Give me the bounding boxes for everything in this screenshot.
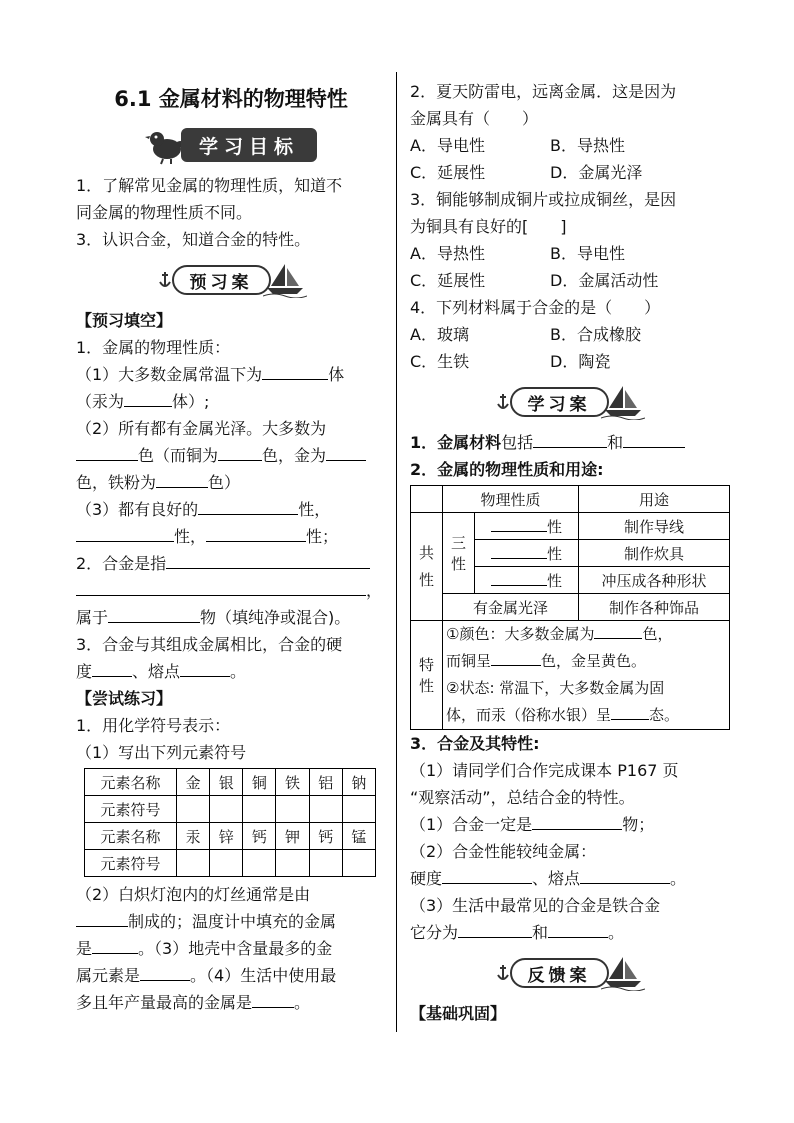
table-cell: 性 bbox=[475, 567, 579, 594]
answer-blank[interactable] bbox=[262, 363, 328, 380]
answer-cell[interactable] bbox=[276, 796, 309, 823]
answer-blank[interactable] bbox=[491, 649, 541, 666]
answer-blank[interactable] bbox=[326, 444, 366, 461]
option-d[interactable]: D．陶瓷 bbox=[550, 352, 611, 371]
practice-heading: 【尝试练习】 bbox=[76, 689, 173, 708]
answer-cell[interactable] bbox=[342, 850, 375, 877]
answer-blank[interactable] bbox=[206, 525, 306, 542]
study-s3: 3．合金及其特性: bbox=[410, 734, 540, 753]
preview-q3b: 度 、熔点 。 bbox=[76, 662, 247, 681]
answer-blank[interactable] bbox=[76, 444, 138, 461]
answer-blank[interactable] bbox=[491, 569, 547, 586]
answer-cell[interactable] bbox=[210, 796, 243, 823]
table-cell: 锰 bbox=[342, 823, 375, 850]
option-a[interactable]: A．玻璃 bbox=[410, 325, 469, 344]
table-row bbox=[85, 850, 376, 877]
table-row bbox=[411, 594, 730, 621]
answer-blank[interactable] bbox=[533, 431, 607, 448]
answer-blank[interactable] bbox=[124, 390, 172, 407]
element-table bbox=[84, 768, 376, 877]
question-2: 2．夏天防雷电，远离金属．这是因为 bbox=[410, 82, 677, 101]
answer-cell[interactable] bbox=[309, 850, 342, 877]
anchor-icon bbox=[494, 963, 512, 983]
answer-blank[interactable] bbox=[580, 867, 670, 884]
preview-q1-1b: （汞为 体）; bbox=[76, 392, 210, 411]
question-3b: 为铜具有良好的[ ] bbox=[410, 217, 567, 236]
feedback-heading: 【基础巩固】 bbox=[410, 1004, 507, 1023]
practice-q1: 1．用化学符号表示： bbox=[76, 716, 231, 735]
option-a[interactable]: A．导热性 bbox=[410, 244, 485, 263]
table-cell: 制作炊具 bbox=[579, 540, 730, 567]
study-s3-2: （1）合金一定是 物； bbox=[410, 815, 655, 834]
study-s3-1b: “观察活动”，总结合金的特性。 bbox=[410, 788, 635, 807]
study-s2: 2．金属的物理性质和用途: bbox=[410, 460, 604, 479]
table-row bbox=[411, 513, 730, 540]
option-d[interactable]: D．金属光泽 bbox=[550, 163, 643, 182]
feedback-badge: 反馈案 bbox=[510, 958, 609, 988]
answer-blank[interactable] bbox=[218, 444, 262, 461]
preview-banner bbox=[76, 257, 386, 303]
answer-cell[interactable] bbox=[243, 796, 276, 823]
preview-q3: 3．合金与其组成金属相比，合金的硬 bbox=[76, 635, 343, 654]
table-cell: 汞 bbox=[177, 823, 210, 850]
table-cell: 元素符号 bbox=[85, 796, 177, 823]
table-cell: 钙 bbox=[309, 823, 342, 850]
table-cell: 钾 bbox=[276, 823, 309, 850]
table-cell: 钙 bbox=[243, 823, 276, 850]
table-row bbox=[411, 486, 730, 513]
answer-blank[interactable] bbox=[458, 921, 532, 938]
answer-blank[interactable] bbox=[623, 431, 685, 448]
table-row bbox=[85, 823, 376, 850]
preview-q1-1: （1）大多数金属常温下为 体 bbox=[76, 365, 345, 384]
answer-cell[interactable] bbox=[177, 796, 210, 823]
preview-q1-2: （2）所有都有金属光泽。大多数为 bbox=[76, 419, 327, 438]
answer-blank[interactable] bbox=[491, 542, 547, 559]
answer-blank[interactable] bbox=[156, 471, 208, 488]
table-cell: 银 bbox=[210, 769, 243, 796]
answer-cell[interactable] bbox=[309, 796, 342, 823]
answer-cell[interactable] bbox=[177, 850, 210, 877]
goal-1-line-1: 1．了解常见金属的物理性质，知道不 bbox=[76, 176, 343, 195]
sailboat-icon bbox=[263, 262, 307, 298]
option-c[interactable]: C．延展性 bbox=[410, 163, 486, 182]
question-2-options bbox=[410, 159, 728, 186]
properties-table bbox=[410, 485, 730, 730]
answer-blank[interactable] bbox=[76, 525, 174, 542]
answer-blank[interactable] bbox=[442, 867, 532, 884]
special-cell: ①颜色：大多数金属为 色， 而铜呈 色，金呈黄色。 ②状态: 常温下，大多数金属为固 体，而汞（俗称水银）呈 态。 bbox=[443, 621, 730, 730]
preview-q2c: 属于 物（填纯净或混合)。 bbox=[76, 608, 351, 627]
goal-3: 3．认识合金，知道合金的特性。 bbox=[76, 230, 311, 249]
special-label: 特性 bbox=[411, 621, 443, 730]
option-b[interactable]: B．导热性 bbox=[550, 136, 625, 155]
answer-blank[interactable] bbox=[92, 660, 132, 677]
practice-q1-2e: 多且年产量最高的金属是 。 bbox=[76, 993, 311, 1012]
table-cell: 铁 bbox=[276, 769, 309, 796]
bird-icon bbox=[145, 125, 185, 165]
table-header: 用途 bbox=[579, 486, 730, 513]
table-row bbox=[85, 796, 376, 823]
answer-blank[interactable] bbox=[252, 991, 294, 1008]
answer-blank[interactable] bbox=[108, 606, 200, 623]
study-badge: 学习案 bbox=[510, 387, 609, 417]
answer-blank[interactable] bbox=[140, 964, 190, 981]
table-header: 物理性质 bbox=[443, 486, 579, 513]
option-c[interactable]: C．延展性 bbox=[410, 271, 486, 290]
table-cell: 性 bbox=[475, 540, 579, 567]
answer-blank[interactable] bbox=[92, 937, 138, 954]
study-s3-1: （1）请同学们合作完成课本 P167 页 bbox=[410, 761, 679, 780]
preview-q1-3b: 性， 性； bbox=[76, 523, 386, 550]
study-banner bbox=[410, 379, 728, 425]
question-3-options bbox=[410, 267, 728, 294]
study-s3-5b: 它分为 和 。 bbox=[410, 923, 625, 942]
common-label: 共性 bbox=[411, 513, 443, 621]
option-a[interactable]: A．导电性 bbox=[410, 136, 485, 155]
study-s3-5: （3）生活中最常见的合金是铁合金 bbox=[410, 896, 661, 915]
goals-badge: 学习目标 bbox=[181, 128, 317, 162]
feedback-banner bbox=[410, 950, 728, 996]
answer-blank[interactable] bbox=[76, 579, 366, 596]
answer-blank[interactable] bbox=[166, 552, 370, 569]
answer-cell[interactable] bbox=[210, 850, 243, 877]
table-cell: 元素符号 bbox=[85, 850, 177, 877]
question-2-options bbox=[410, 132, 728, 159]
answer-blank[interactable] bbox=[611, 703, 649, 720]
table-row bbox=[85, 769, 376, 796]
table-cell: 性 bbox=[475, 513, 579, 540]
question-3: 3．铜能够制成铜片或拉成铜丝，是因 bbox=[410, 190, 677, 209]
table-cell: 制作各种饰品 bbox=[579, 594, 730, 621]
answer-cell[interactable] bbox=[243, 850, 276, 877]
preview-q1: 1．金属的物理性质： bbox=[76, 338, 231, 357]
preview-q2b: ， bbox=[76, 577, 386, 604]
anchor-icon bbox=[494, 392, 512, 412]
preview-q1-2b: 色（而铜为 色，金为 bbox=[76, 442, 386, 469]
practice-q1-1: （1）写出下列元素符号 bbox=[76, 743, 247, 762]
question-4-options bbox=[410, 348, 728, 375]
anchor-icon bbox=[156, 270, 174, 290]
page-title: 6.1 金属材料的物理特性 bbox=[114, 87, 348, 111]
question-4-options bbox=[410, 321, 728, 348]
table-cell: 制作导线 bbox=[579, 513, 730, 540]
question-4: 4．下列材料属于合金的是（ ） bbox=[410, 298, 661, 317]
question-2b: 金属具有（ ） bbox=[410, 109, 539, 128]
sailboat-icon bbox=[601, 384, 645, 420]
preview-q1-2c: 色，铁粉为 色） bbox=[76, 473, 241, 492]
question-3-options bbox=[410, 240, 728, 267]
table-cell: 铜 bbox=[243, 769, 276, 796]
right-column bbox=[410, 78, 728, 1027]
column-divider bbox=[396, 72, 397, 1032]
option-b[interactable]: B．导电性 bbox=[550, 244, 625, 263]
answer-blank[interactable] bbox=[548, 921, 608, 938]
preview-heading: 【预习填空】 bbox=[76, 311, 173, 330]
answer-cell[interactable] bbox=[342, 796, 375, 823]
practice-q1-2: （2）白炽灯泡内的灯丝通常是由 bbox=[76, 885, 311, 904]
table-cell: 锌 bbox=[210, 823, 243, 850]
table-cell: 金 bbox=[177, 769, 210, 796]
table-cell: 元素名称 bbox=[85, 823, 177, 850]
table-cell: 元素名称 bbox=[85, 769, 177, 796]
table-cell: 冲压成各种形状 bbox=[579, 567, 730, 594]
practice-q1-2d: 属元素是 。（4）生活中使用最 bbox=[76, 966, 337, 985]
table-row bbox=[411, 621, 730, 730]
left-column bbox=[76, 80, 386, 1016]
answer-blank[interactable] bbox=[594, 622, 642, 639]
study-s3-3: （2）合金性能较纯金属： bbox=[410, 842, 597, 861]
table-cell: 铝 bbox=[309, 769, 342, 796]
three-label: 三性 bbox=[443, 513, 475, 594]
preview-q1-3: （3）都有良好的 性， bbox=[76, 500, 331, 519]
table-cell bbox=[411, 486, 443, 513]
goal-1-line-2: 同金属的物理性质不同。 bbox=[76, 203, 253, 222]
table-cell: 有金属光泽 bbox=[443, 594, 579, 621]
study-s3-4: 硬度 、熔点 。 bbox=[410, 869, 687, 888]
answer-blank[interactable] bbox=[180, 660, 230, 677]
study-s1: 1．金属材料包括 和 bbox=[410, 429, 728, 456]
answer-blank[interactable] bbox=[198, 498, 298, 515]
option-b[interactable]: B．合成橡胶 bbox=[550, 325, 641, 344]
preview-q2: 2．合金是指 bbox=[76, 550, 386, 577]
table-cell: 钠 bbox=[342, 769, 375, 796]
preview-badge: 预习案 bbox=[172, 265, 271, 295]
practice-q1-2c: 是 。（3）地壳中含量最多的金 bbox=[76, 939, 333, 958]
goals-banner bbox=[76, 122, 386, 168]
sailboat-icon bbox=[601, 955, 645, 991]
practice-q1-2b: 制成的；温度计中填充的金属 bbox=[76, 908, 386, 935]
answer-blank[interactable] bbox=[76, 910, 128, 927]
answer-blank[interactable] bbox=[532, 813, 622, 830]
option-d[interactable]: D．金属活动性 bbox=[550, 271, 659, 290]
answer-cell[interactable] bbox=[276, 850, 309, 877]
answer-blank[interactable] bbox=[491, 515, 547, 532]
option-c[interactable]: C．生铁 bbox=[410, 352, 470, 371]
